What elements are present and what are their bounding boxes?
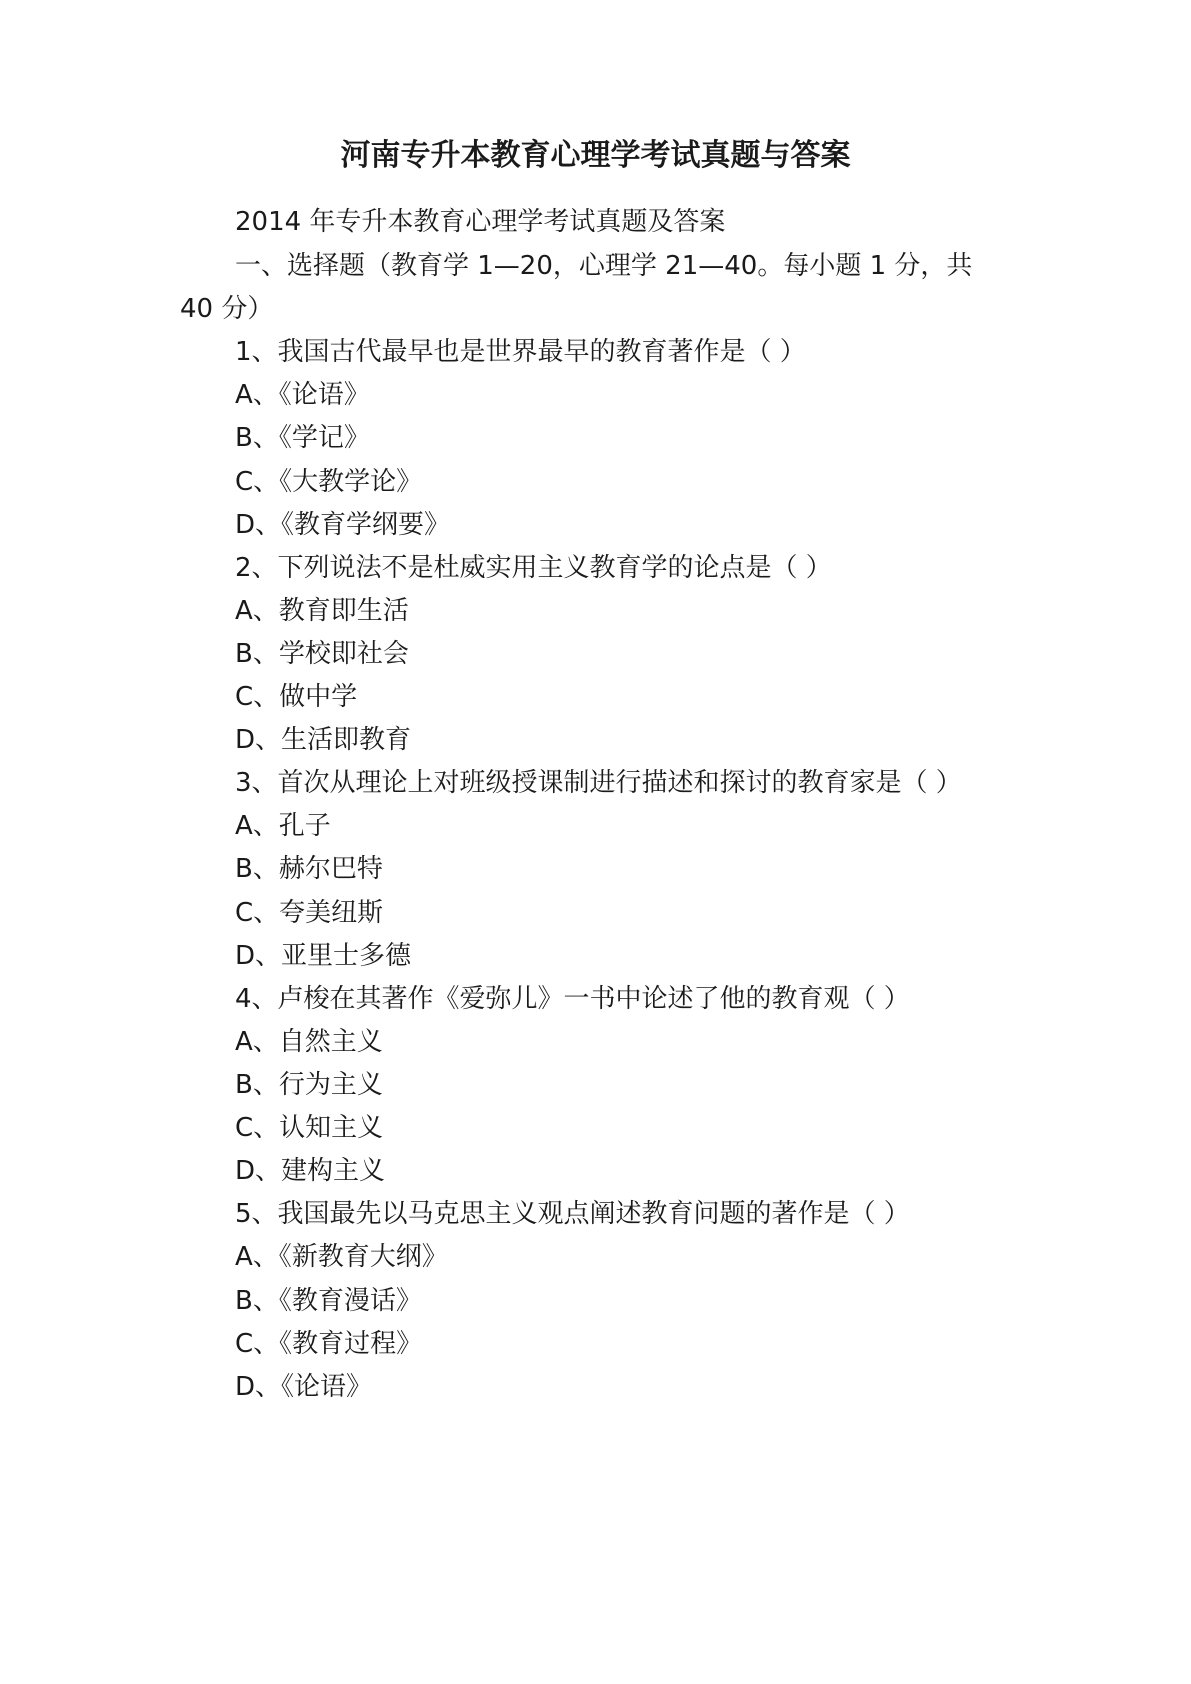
question-1-stem: 1、我国古代最早也是世界最早的教育著作是（ ） bbox=[235, 337, 806, 367]
question-3-stem: 3、首次从理论上对班级授课制进行描述和探讨的教育家是（ ） bbox=[235, 768, 962, 798]
document-title: 河南专升本教育心理学考试真题与答案 bbox=[340, 138, 851, 173]
question-4-option-a: A、自然主义 bbox=[235, 1027, 383, 1057]
section-heading-line-2: 40 分） bbox=[180, 294, 274, 324]
question-4-option-d: D、建构主义 bbox=[235, 1156, 386, 1186]
question-1-option-c: C、《大教学论》 bbox=[235, 467, 423, 497]
question-1-option-a: A、《论语》 bbox=[235, 380, 370, 410]
question-1-option-d: D、《教育学纲要》 bbox=[235, 510, 451, 540]
section-heading-line-1: 一、选择题（教育学 1—20，心理学 21—40。每小题 1 分，共 bbox=[235, 251, 973, 281]
question-4-option-b: B、行为主义 bbox=[235, 1070, 383, 1100]
question-2-option-d: D、生活即教育 bbox=[235, 725, 412, 755]
question-1-option-b: B、《学记》 bbox=[235, 423, 370, 453]
question-4-stem: 4、卢梭在其著作《爱弥儿》一书中论述了他的教育观（ ） bbox=[235, 984, 910, 1014]
question-5-option-d: D、《论语》 bbox=[235, 1372, 373, 1402]
question-3-option-b: B、赫尔巴特 bbox=[235, 854, 383, 884]
question-5-stem: 5、我国最先以马克思主义观点阐述教育问题的著作是（ ） bbox=[235, 1199, 910, 1229]
question-3-option-d: D、亚里士多德 bbox=[235, 941, 412, 971]
question-5-option-c: C、《教育过程》 bbox=[235, 1329, 423, 1359]
question-5-option-a: A、《新教育大纲》 bbox=[235, 1242, 448, 1272]
question-2-option-b: B、学校即社会 bbox=[235, 639, 409, 669]
question-5-option-b: B、《教育漫话》 bbox=[235, 1286, 422, 1316]
question-2-option-c: C、做中学 bbox=[235, 682, 358, 712]
question-2-option-a: A、教育即生活 bbox=[235, 596, 409, 626]
question-3-option-c: C、夸美纽斯 bbox=[235, 898, 384, 928]
exam-subtitle: 2014 年专升本教育心理学考试真题及答案 bbox=[235, 207, 726, 237]
question-3-option-a: A、孔子 bbox=[235, 811, 331, 841]
question-2-stem: 2、下列说法不是杜威实用主义教育学的论点是（ ） bbox=[235, 553, 832, 583]
question-4-option-c: C、认知主义 bbox=[235, 1113, 384, 1143]
